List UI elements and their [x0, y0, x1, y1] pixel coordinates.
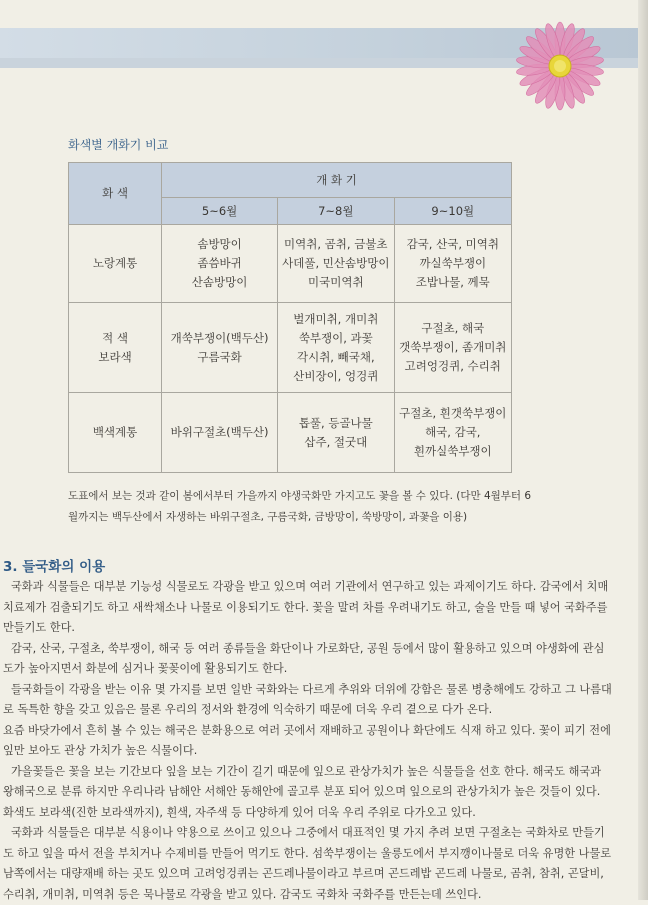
cell-white-sep-oct: [394, 393, 511, 473]
plant-name: 감국, 산국, 미역취: [406, 237, 499, 251]
paragraph: 가을꽃들은 꽃을 보는 기간보다 잎을 보는 기간이 길기 때문에 잎으로 관상가치가 높은 식물들을 선호 한다. 해국도 해국과 왕해국으로 분류 하지만 우리나라 남해안 서해안 동해안에 골고루 분포 되어 있으며 잎으로의 관상가치가 높은 것들이 있다. 화색도 보라색(진한 보라색까지), 흰색, 자주색 등 다양하게 있어 더욱 우리 주위로 다가오고 있다.: [3, 764, 602, 819]
paragraph: 요즘 바닷가에서 흔히 볼 수 있는 해국은 분화용으로 여러 곳에서 재배하고 공원이나 화단에도 식재 하고 있다. 꽃이 피기 전에 잎만 보아도 관상 가치가 높은 식물이다.: [3, 723, 611, 757]
note-line: 월까지는 백두산에서 자생하는 바위구절초, 구름국화, 금방망이, 쑥방망이, 과꽃을 이용): [68, 511, 468, 523]
plant-name: 각시취, 빼국채,: [296, 349, 375, 364]
plant-name: 구절초, 흰갯쑥부쟁이: [399, 406, 507, 420]
plant-name: 개쑥부쟁이(백두산): [170, 330, 269, 345]
paragraph: 국화과 식물들은 대부분 식용이나 약용으로 쓰이고 있으나 그중에서 대표적인 몇 가지 추려 보면 구절초는 국화차로 만들기도 하고 잎을 따서 전을 부치거나 수제비를 만들어 먹기도 한다. 섬쑥부쟁이는 울릉도에서 부지깽이나물로 더욱 유명한 나물로 남쪽에서는 대량재배 하는 곳도 있으며 고려엉겅퀴는 곤드레나물이라고 부르며 곤드레밥 곤드레 나물로, 곰취, 참취, 곤달비, 수리취, 개미취, 미역취 등은 묵나물로 각광을 받고 있다. 감국도 국화차 국화주를 만든는데 쓰인다.: [3, 826, 612, 901]
plant-name: 구절초, 해국: [421, 321, 485, 335]
plant-name: 솜방망이: [197, 237, 242, 251]
plant-name: 미역취, 곰취, 금불초: [284, 237, 388, 251]
plant-name: 구름국화: [197, 349, 242, 364]
plant-name: 산솜방망이: [191, 275, 248, 289]
cell-yellow-jul-aug: [278, 225, 395, 303]
plant-name: 쑥부쟁이, 과꽃: [298, 330, 373, 345]
plant-name: 미국미역취: [308, 275, 364, 289]
daisy-flower-icon: [512, 12, 608, 118]
header-period-sep-oct: 9~10월: [394, 198, 511, 225]
color-label: 백색계통: [92, 425, 138, 439]
plant-name: 사데풀, 민산솜방망이: [282, 256, 390, 270]
plant-name: 흰까실쑥부쟁이: [413, 444, 492, 458]
plant-name: 까실쑥부쟁이: [419, 256, 487, 270]
cell-yellow-may-jun: [162, 225, 278, 303]
plant-name: 좀씀바귀: [197, 256, 242, 270]
header-period-may-jun: 5~6월: [162, 198, 278, 225]
plant-name: 삽주, 절굿대: [304, 434, 368, 449]
table-row-white: [69, 393, 512, 473]
page-edge: [638, 0, 648, 900]
table-row-red-purple: [69, 303, 512, 393]
color-label: 적 색: [102, 330, 128, 345]
table-caption: 화색별 개화기 비교: [68, 138, 169, 152]
cell-white-jul-aug: [278, 393, 395, 473]
header-bloom-period: 개 화 기: [162, 163, 512, 198]
paragraph: 감국, 산국, 구절초, 쑥부쟁이, 해국 등 여러 종류들을 화단이나 가로화단, 공원 등에서 많이 활용하고 있으며 야생화에 관심도가 높아지면서 화분에 심거나 꽃꽂이에 활용되기도 한다.: [3, 641, 605, 675]
header-flower-color: 화 색: [69, 163, 162, 225]
plant-name: 벌개미취, 개미취: [293, 311, 379, 326]
body-text: [3, 577, 613, 905]
paragraph: 국화과 식물들은 대부분 기능성 식물로도 각광을 받고 있으며 여러 기관에서 연구하고 있는 과제이기도 하다. 감국에서 치매치료제가 검출되기도 하고 새싹채소나 나물로 이용되기도 한다. 꽃을 말려 차를 우려내기도 하고, 술을 만들 때 넣어 국화주를 만들기도 한다.: [3, 580, 609, 634]
plant-name: 바위구절초(백두산): [170, 425, 269, 439]
row-label-yellow: [69, 225, 162, 303]
row-label-red-purple: [69, 303, 162, 393]
plant-name: 산비장이, 엉겅퀴: [293, 368, 379, 383]
note-line: 도표에서 보는 것과 같이 봄에서부터 가을까지 야생국화만 가지고도 꽃을 볼 수 있다. (다만 4월부터 6: [68, 490, 532, 502]
table-row-yellow: [69, 225, 512, 303]
plant-name: 고려엉겅퀴, 수리취: [404, 359, 501, 373]
plant-name: 톱풀, 등골나물: [298, 415, 373, 430]
header-period-jul-aug: 7~8월: [278, 198, 395, 225]
table-note: [68, 486, 538, 528]
plant-name: 조밥나물, 께묵: [415, 275, 490, 289]
section-title: 3. 들국화의 이용: [3, 559, 106, 575]
color-label: 보라색: [98, 349, 132, 364]
bloom-period-table: [68, 162, 512, 473]
plant-name: 해국, 감국,: [425, 425, 481, 439]
cell-red-jul-aug: [278, 303, 395, 393]
row-label-white: [69, 393, 162, 473]
paragraph: 들국화들이 각광을 받는 이유 몇 가지를 보면 일반 국화와는 다르게 추위와 더위에 강함은 물론 병충해에도 강하고 그 나름대로 독특한 향을 갖고 있음은 물론 우리의 정서와 환경에 익숙하기 때문에 더욱 우리 곁으로 다가 온다.: [3, 682, 612, 716]
plant-name: 갯쑥부쟁이, 좀개미취: [399, 340, 507, 354]
cell-red-may-jun: [162, 303, 278, 393]
color-label: 노랑계통: [92, 256, 138, 270]
cell-red-sep-oct: [394, 303, 511, 393]
cell-yellow-sep-oct: [394, 225, 511, 303]
cell-white-may-jun: [162, 393, 278, 473]
